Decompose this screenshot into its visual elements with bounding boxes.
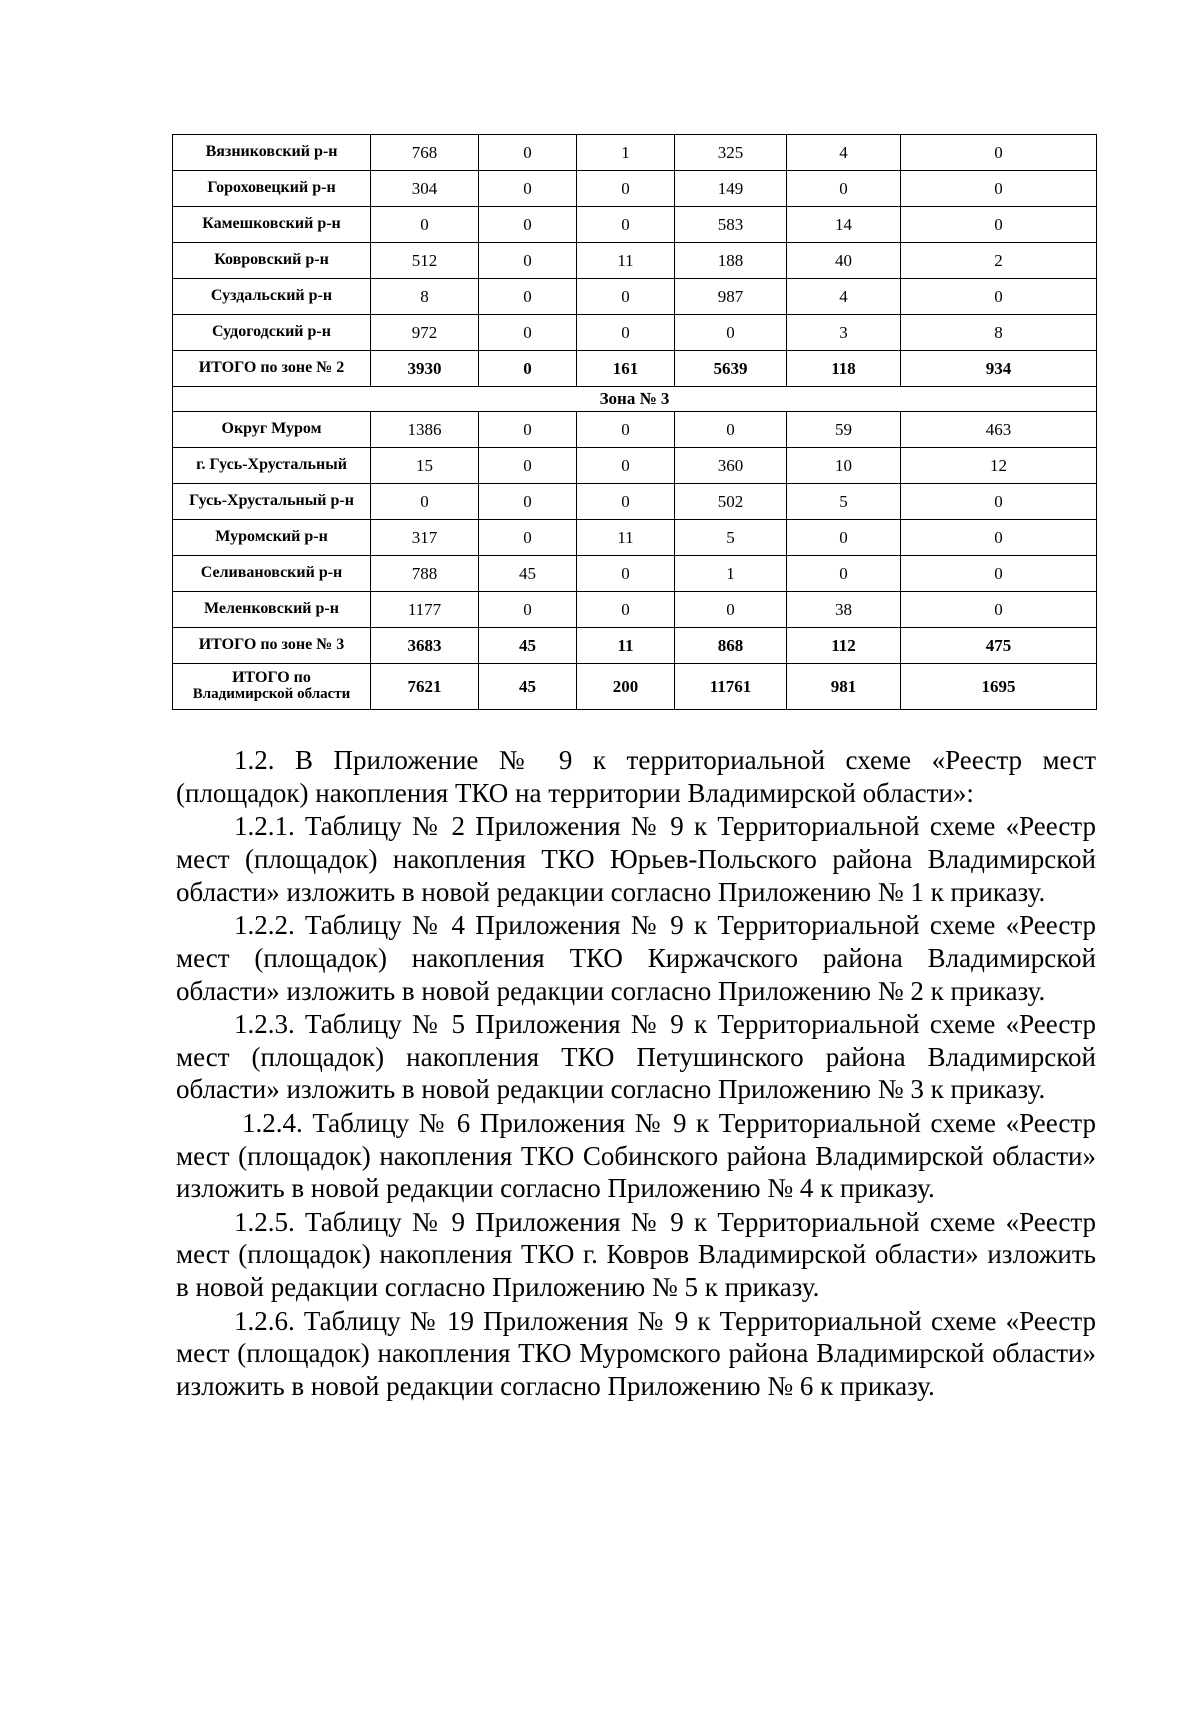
value-cell: 0 <box>479 279 577 315</box>
value-cell: 0 <box>901 135 1097 171</box>
table-row <box>173 484 1097 520</box>
value-cell: 0 <box>577 592 675 628</box>
paragraph-text: 1.2.6. Таблицу № 19 Приложения № 9 к Территориальной схеме «Реестр мест (площадок) накопления ТКО Муромского района Владимирской области» изложить в новой редакции согласно Приложению № 6 к приказу. <box>176 1305 1096 1402</box>
value-cell: 38 <box>787 592 901 628</box>
value-cell: 0 <box>479 520 577 556</box>
value-cell: 59 <box>787 412 901 448</box>
table-row <box>173 592 1097 628</box>
value-cell: 768 <box>371 135 479 171</box>
paragraph <box>176 1008 1096 1106</box>
paragraph <box>176 909 1096 1007</box>
district-name-cell: Муромский р-н <box>173 520 371 556</box>
value-cell: 0 <box>577 315 675 351</box>
value-cell: 0 <box>901 520 1097 556</box>
paragraph <box>176 1305 1096 1403</box>
district-name-cell: ИТОГО по зоне № 3 <box>173 628 371 664</box>
table-row <box>173 279 1097 315</box>
value-cell: 0 <box>787 171 901 207</box>
value-cell: 0 <box>479 484 577 520</box>
district-name-cell: Камешковский р-н <box>173 207 371 243</box>
value-cell: 1695 <box>901 664 1097 710</box>
value-cell: 512 <box>371 243 479 279</box>
district-name-cell: Округ Муром <box>173 412 371 448</box>
registry-table <box>172 134 1097 710</box>
value-cell: 14 <box>787 207 901 243</box>
zone-header-cell: Зона № 3 <box>173 387 1097 412</box>
grand-total-name-line1: ИТОГО по <box>232 669 311 687</box>
value-cell: 5 <box>675 520 787 556</box>
value-cell: 0 <box>577 556 675 592</box>
value-cell: 0 <box>901 556 1097 592</box>
value-cell: 475 <box>901 628 1097 664</box>
paragraph-text: 1.2.3. Таблицу № 5 Приложения № 9 к Территориальной схеме «Реестр мест (площадок) накопления ТКО Петушинского района Владимирской области» изложить в новой редакции согласно Приложению № 3 к приказу. <box>176 1008 1096 1105</box>
registry-table-body <box>173 135 1097 710</box>
value-cell: 788 <box>371 556 479 592</box>
value-cell: 1 <box>577 135 675 171</box>
table-row <box>173 171 1097 207</box>
value-cell: 981 <box>787 664 901 710</box>
value-cell: 8 <box>371 279 479 315</box>
district-name-cell: Селивановский р-н <box>173 556 371 592</box>
table-row <box>173 243 1097 279</box>
grand-total-name-line2: Владимирской области <box>192 686 351 703</box>
value-cell: 0 <box>675 592 787 628</box>
table-row <box>173 556 1097 592</box>
value-cell: 11 <box>577 520 675 556</box>
value-cell: 0 <box>479 412 577 448</box>
value-cell: 0 <box>479 207 577 243</box>
value-cell: 200 <box>577 664 675 710</box>
value-cell: 0 <box>675 315 787 351</box>
paragraph-text: 1.2.2. Таблицу № 4 Приложения № 9 к Территориальной схеме «Реестр мест (площадок) накопления ТКО Киржачского района Владимирской области» изложить в новой редакции согласно Приложению № 2 к приказу. <box>176 909 1096 1006</box>
value-cell: 0 <box>479 135 577 171</box>
table-row <box>173 520 1097 556</box>
value-cell: 0 <box>901 592 1097 628</box>
value-cell: 0 <box>577 207 675 243</box>
value-cell: 4 <box>787 135 901 171</box>
grand-total-row <box>173 664 1097 710</box>
value-cell: 11761 <box>675 664 787 710</box>
value-cell: 0 <box>577 279 675 315</box>
paragraph-text: 1.2.4. Таблицу № 6 Приложения № 9 к Территориальной схеме «Реестр мест (площадок) накопления ТКО Собинского района Владимирской области» изложить в новой редакции согласно Приложению № 4 к приказу. <box>176 1107 1096 1204</box>
value-cell: 1 <box>675 556 787 592</box>
value-cell: 0 <box>901 207 1097 243</box>
value-cell: 40 <box>787 243 901 279</box>
paragraph <box>176 1206 1096 1304</box>
district-name-cell: Гусь-Хрустальный р-н <box>173 484 371 520</box>
zone-total-row <box>173 628 1097 664</box>
value-cell: 2 <box>901 243 1097 279</box>
table-row <box>173 448 1097 484</box>
value-cell: 304 <box>371 171 479 207</box>
value-cell: 10 <box>787 448 901 484</box>
value-cell: 45 <box>479 664 577 710</box>
value-cell: 0 <box>577 484 675 520</box>
district-name-cell: Ковровский р-н <box>173 243 371 279</box>
value-cell: 0 <box>675 412 787 448</box>
value-cell: 15 <box>371 448 479 484</box>
table-row <box>173 135 1097 171</box>
value-cell: 0 <box>479 448 577 484</box>
value-cell: 0 <box>371 484 479 520</box>
value-cell: 118 <box>787 351 901 387</box>
value-cell: 0 <box>577 448 675 484</box>
paragraph <box>176 1107 1096 1205</box>
value-cell: 317 <box>371 520 479 556</box>
value-cell: 0 <box>787 520 901 556</box>
value-cell: 161 <box>577 351 675 387</box>
value-cell: 112 <box>787 628 901 664</box>
grand-total-name-cell <box>173 664 371 710</box>
value-cell: 0 <box>577 412 675 448</box>
value-cell: 0 <box>479 592 577 628</box>
value-cell: 3 <box>787 315 901 351</box>
district-name-cell: ИТОГО по зоне № 2 <box>173 351 371 387</box>
value-cell: 360 <box>675 448 787 484</box>
value-cell: 0 <box>371 207 479 243</box>
value-cell: 0 <box>787 556 901 592</box>
value-cell: 5639 <box>675 351 787 387</box>
value-cell: 0 <box>479 315 577 351</box>
value-cell: 0 <box>901 279 1097 315</box>
value-cell: 0 <box>479 351 577 387</box>
table-row <box>173 412 1097 448</box>
value-cell: 972 <box>371 315 479 351</box>
paragraph <box>176 810 1096 908</box>
value-cell: 987 <box>675 279 787 315</box>
value-cell: 45 <box>479 556 577 592</box>
value-cell: 0 <box>577 171 675 207</box>
paragraph-text: 1.2. В Приложение № 9 к территориальной схеме «Реестр мест (площадок) накопления ТКО на территории Владимирской области»: <box>176 745 1096 808</box>
value-cell: 1177 <box>371 592 479 628</box>
value-cell: 12 <box>901 448 1097 484</box>
zone-total-row <box>173 351 1097 387</box>
district-name-cell: г. Гусь-Хрустальный <box>173 448 371 484</box>
value-cell: 7621 <box>371 664 479 710</box>
value-cell: 463 <box>901 412 1097 448</box>
district-name-cell: Вязниковский р-н <box>173 135 371 171</box>
district-name-cell: Суздальский р-н <box>173 279 371 315</box>
table-row <box>173 207 1097 243</box>
value-cell: 1386 <box>371 412 479 448</box>
paragraph-text: 1.2.1. Таблицу № 2 Приложения № 9 к Территориальной схеме «Реестр мест (площадок) накопления ТКО Юрьев-Польского района Владимирской области» изложить в новой редакции согласно Приложению № 1 к приказу. <box>176 811 1096 907</box>
paragraph-text: 1.2.5. Таблицу № 9 Приложения № 9 к Территориальной схеме «Реестр мест (площадок) накопления ТКО г. Ковров Владимирской области» изложить в новой редакции согласно Приложению № 5 к приказу. <box>176 1206 1096 1303</box>
value-cell: 149 <box>675 171 787 207</box>
document-text <box>176 744 1096 1403</box>
value-cell: 868 <box>675 628 787 664</box>
table-row <box>173 315 1097 351</box>
value-cell: 45 <box>479 628 577 664</box>
value-cell: 0 <box>479 171 577 207</box>
value-cell: 325 <box>675 135 787 171</box>
value-cell: 0 <box>901 484 1097 520</box>
value-cell: 583 <box>675 207 787 243</box>
district-name-cell: Судогодский р-н <box>173 315 371 351</box>
district-name-cell: Гороховецкий р-н <box>173 171 371 207</box>
value-cell: 3683 <box>371 628 479 664</box>
value-cell: 4 <box>787 279 901 315</box>
value-cell: 11 <box>577 628 675 664</box>
value-cell: 8 <box>901 315 1097 351</box>
value-cell: 934 <box>901 351 1097 387</box>
value-cell: 188 <box>675 243 787 279</box>
value-cell: 0 <box>479 243 577 279</box>
paragraph <box>176 744 1096 810</box>
value-cell: 0 <box>901 171 1097 207</box>
district-name-cell: Меленковский р-н <box>173 592 371 628</box>
value-cell: 3930 <box>371 351 479 387</box>
value-cell: 5 <box>787 484 901 520</box>
value-cell: 11 <box>577 243 675 279</box>
value-cell: 502 <box>675 484 787 520</box>
zone-header-row <box>173 387 1097 412</box>
